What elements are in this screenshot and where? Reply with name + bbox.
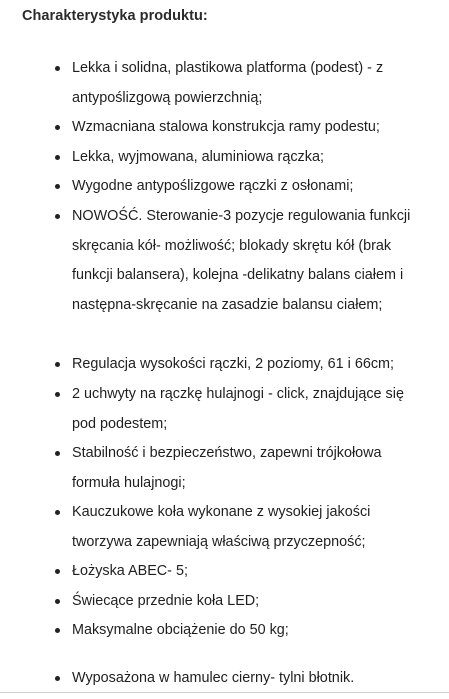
bullet-icon (55, 392, 60, 397)
bullet-icon (55, 599, 60, 604)
bullet-icon (55, 214, 60, 219)
feature-text: Stabilność i bezpieczeństwo, zapewni trójkołowa formuła hulajnogi; (72, 445, 382, 491)
bullet-icon (55, 362, 60, 367)
feature-text: Łożyska ABEC- 5; (72, 563, 188, 579)
bullet-icon (55, 125, 60, 130)
bullet-icon (55, 451, 60, 456)
section-heading: Charakterystyka produktu: (22, 8, 208, 24)
feature-text: Maksymalne obciążenie do 50 kg; (72, 622, 289, 638)
bullet-icon (55, 184, 60, 189)
bottom-divider (0, 692, 449, 693)
feature-text: 2 uchwyty na rączkę hulajnogi - click, znajdujące się pod podestem; (72, 386, 404, 432)
feature-text: NOWOŚĆ. Sterowanie-3 pozycje regulowania funkcji skręcania kół- możliwość; blokady skrętu kół (brak funkcji balansera), kolejna -delikatny balans ciałem i następna-skręcanie na zasadzie balansu ciałem; (72, 208, 411, 314)
feature-text: Wzmacniana stalowa konstrukcja ramy podestu; (72, 119, 380, 135)
bullet-icon (55, 155, 60, 160)
feature-text: Wyposażona w hamulec cierny- tylni błotnik. (72, 670, 355, 686)
bullet-icon (55, 569, 60, 574)
bullet-icon (55, 510, 60, 515)
feature-text: Lekka, wyjmowana, aluminiowa rączka; (72, 149, 324, 165)
bullet-icon (55, 628, 60, 633)
bullet-icon (55, 676, 60, 681)
feature-text: Lekka i solidna, plastikowa platforma (podest) - z antypoślizgową powierzchnią; (72, 60, 384, 106)
feature-text: Regulacja wysokości rączki, 2 poziomy, 61 i 66cm; (72, 356, 395, 372)
feature-text: Świecące przednie koła LED; (72, 593, 260, 609)
feature-text: Kauczukowe koła wykonane z wysokiej jakości tworzywa zapewniają właściwą przyczepność; (72, 504, 371, 550)
feature-text: Wygodne antypoślizgowe rączki z osłonami; (72, 178, 354, 194)
bullet-icon (55, 66, 60, 71)
